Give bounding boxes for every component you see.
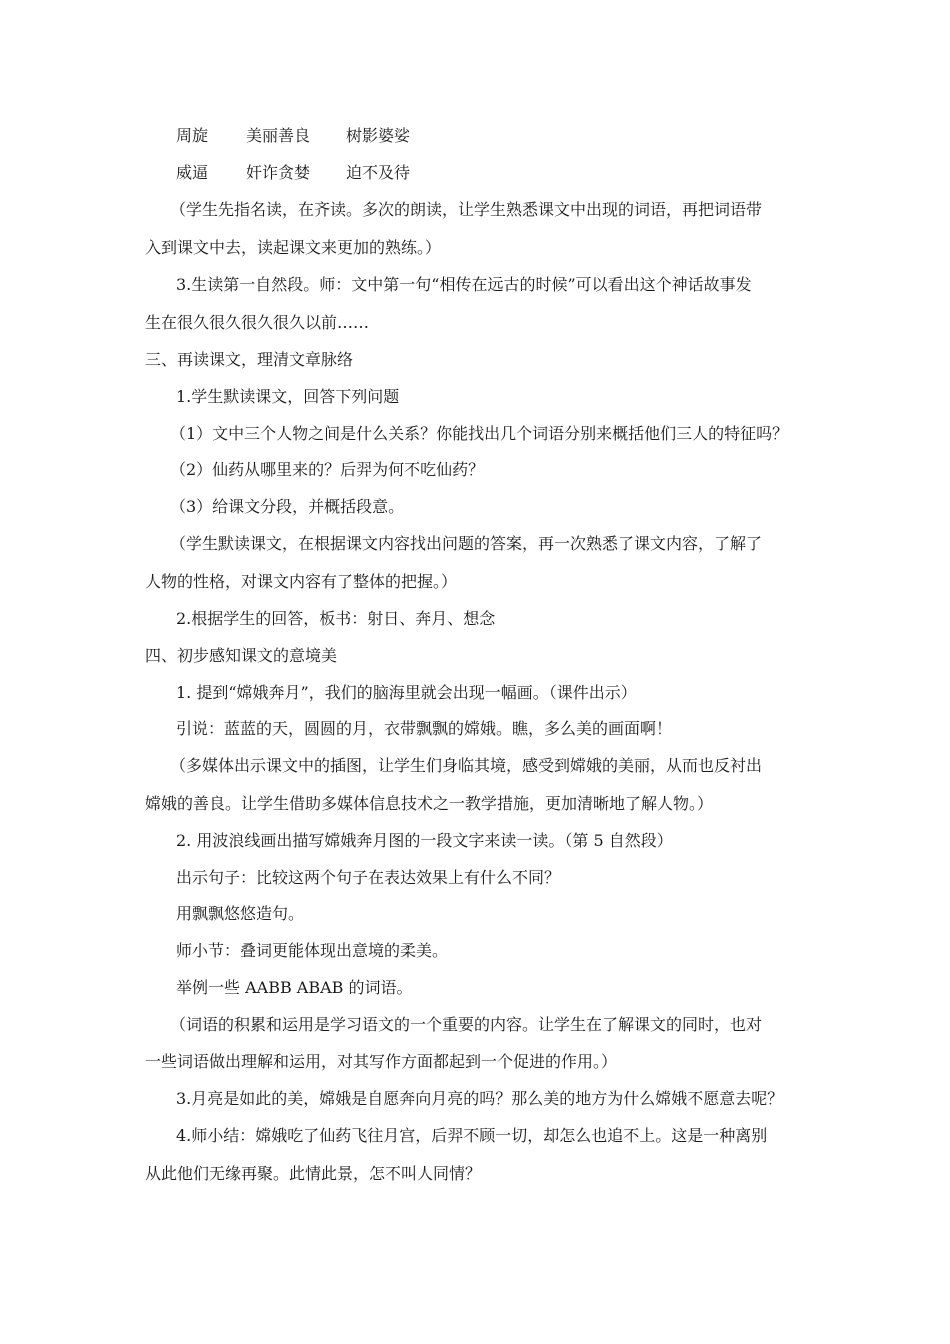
vocabulary-word: 迫不及待 [346, 163, 411, 182]
paragraph-line: 入到课文中去，读起课文来更加的熟练。） [145, 238, 442, 257]
paragraph-line: 从此他们无缘再聚。此情此景，怎不叫人同情？ [145, 1164, 482, 1183]
list-item: 3.月亮是如此的美，嫦娥是自愿奔向月亮的吗？那么美的地方为什么嫦娥不愿意去呢？ [176, 1089, 784, 1108]
list-item: 4.师小结：嫦娥吃了仙药飞往月宫，后羿不顾一切，却怎么也追不上。这是一种离别 [176, 1126, 768, 1145]
list-item: 1.学生默读课文，回答下列问题 [176, 387, 400, 406]
paragraph-line: （多媒体出示课文中的插图，让学生们身临其境，感受到嫦娥的美丽，从而也反衬出 [170, 756, 763, 775]
paragraph-line: 举例一些 AABB ABAB 的词语。 [176, 978, 413, 997]
paragraph-line: 嫦娥的善良。让学生借助多媒体信息技术之一教学措施，更加清晰地了解人物。） [145, 794, 714, 813]
list-item: 2. 用波浪线画出描写嫦娥奔月图的一段文字来读一读。（第 5 自然段） [176, 831, 673, 850]
vocabulary-word: 周旋 [176, 126, 209, 145]
section-heading: 三、再读课文，理清文章脉络 [145, 350, 354, 369]
list-item: 2.根据学生的回答，板书：射日、奔月、想念 [176, 609, 496, 628]
paragraph-line: 3.生读第一自然段。师：文中第一句“相传在远古的时候”可以看出这个神话故事发 [176, 275, 752, 294]
paragraph-line: 师小节：叠词更能体现出意境的柔美。 [176, 941, 449, 960]
paragraph-line: （学生默读课文，在根据课文内容找出问题的答案，再一次熟悉了课文内容，了解了 [170, 534, 763, 553]
question-item: （3）给课文分段，并概括段意。 [170, 497, 405, 516]
section-heading: 四、初步感知课文的意境美 [145, 646, 338, 665]
vocabulary-word: 树影婆娑 [346, 126, 411, 145]
vocabulary-row [176, 126, 410, 146]
vocabulary-row [176, 163, 410, 183]
paragraph-line: 生在很久很久很久很久以前…… [145, 313, 370, 332]
paragraph-line: （词语的积累和运用是学习语文的一个重要的内容。让学生在了解课文的同时，也对 [170, 1015, 763, 1034]
question-item: （2）仙药从哪里来的？后羿为何不吃仙药？ [170, 460, 485, 479]
vocabulary-word: 美丽善良 [246, 126, 311, 145]
vocabulary-word: 奸诈贪婪 [246, 163, 311, 182]
paragraph-line: 出示句子：比较这两个句子在表达效果上有什么不同？ [176, 868, 561, 887]
paragraph-line: 一些词语做出理解和运用，对其写作方面都起到一个促进的作用。） [145, 1052, 618, 1071]
paragraph-line: （学生先指名读，在齐读。多次的朗读，让学生熟悉课文中出现的词语，再把词语带 [170, 200, 763, 219]
list-item: 1. 提到“嫦娥奔月”，我们的脑海里就会出现一幅画。（课件出示） [176, 683, 637, 702]
question-item: （1）文中三个人物之间是什么关系？你能找出几个词语分别来概括他们三人的特征吗？ [170, 424, 789, 443]
paragraph-line: 用飘飘悠悠造句。 [176, 904, 305, 923]
paragraph-line: 人物的性格，对课文内容有了整体的把握。） [145, 572, 458, 591]
paragraph-line: 引说：蓝蓝的天，圆圆的月，衣带飘飘的嫦娥。瞧，多么美的画面啊！ [176, 719, 673, 738]
vocabulary-word: 威逼 [176, 163, 209, 182]
